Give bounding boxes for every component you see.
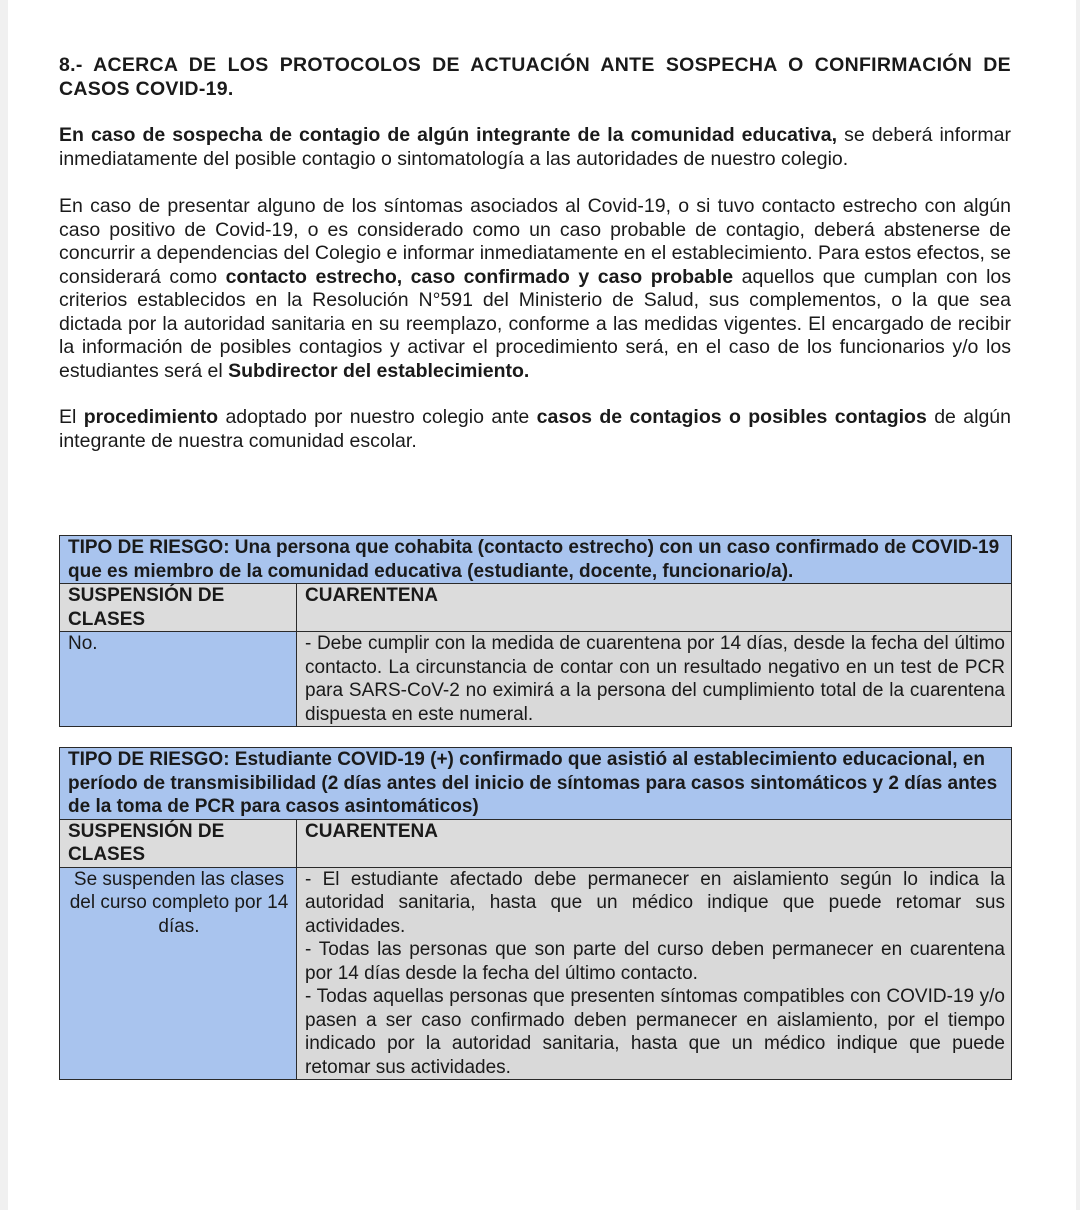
- paragraph-symptoms-bold-1: contacto estrecho, caso confirmado y caso probable: [225, 265, 734, 288]
- quarantine-cell: [297, 867, 1012, 1080]
- risk-table-header: TIPO DE RIESGO: Estudiante COVID-19 (+) confirmado que asistió al establecimiento educacional, en período de transmisibilidad (2 días antes del inicio de síntomas para casos sintomáticos y 2 días antes de la toma de PCR para casos asintomáticos): [60, 748, 1012, 820]
- suspension-value: Se suspenden las clases del curso completo por 14 días.: [60, 867, 297, 1080]
- paragraph-procedure-bold-2: casos de contagios o posibles contagios: [536, 406, 927, 428]
- risk-table-header: TIPO DE RIESGO: Una persona que cohabita (contacto estrecho) con un caso confirmado de COVID-19 que es miembro de la comunidad educativa (estudiante, docente, funcionario/a).: [60, 536, 1012, 584]
- document-body: [59, 54, 1011, 453]
- paragraph-suspicion-bold: En caso de sospecha de contagio de algún integrante de la comunidad educativa,: [59, 124, 838, 146]
- quarantine-item: - Todas las personas que son parte del curso deben permanecer en cuarentena por 14 días desde la fecha del último contacto.: [305, 939, 1005, 984]
- suspension-value: No.: [60, 632, 297, 727]
- column-header-quarantine: CUARENTENA: [297, 584, 1012, 632]
- paragraph-procedure-text-2: adoptado por nuestro colegio ante: [218, 406, 537, 428]
- column-header-quarantine: CUARENTENA: [297, 819, 1012, 867]
- paragraph-suspicion-text: se deberá informar inmediatamente del posible contagio o sintomatología a las autoridades de nuestro colegio.: [59, 124, 1011, 170]
- paragraph-symptoms-text-2: aquellos que cumplan con los criterios establecidos en la Resolución N°591 del Ministerio de Salud, sus complementos, o la que sea dictada por la autoridad sanitaria en su reemplazo, conforme a las medidas vigentes. El encargado de recibir la información de posibles contagios y activar el procedimiento será, en el caso de los funcionarios y/o los estudiantes será el: [59, 265, 1011, 382]
- paragraph-procedure-text-1: El: [59, 406, 84, 428]
- paragraph-symptoms: [59, 195, 1011, 383]
- paragraph-procedure-text-3: de algún integrante de nuestra comunidad escolar.: [59, 406, 1011, 452]
- column-header-suspension: SUSPENSIÓN DE CLASES: [60, 819, 297, 867]
- paragraph-symptoms-bold-2: Subdirector del establecimiento.: [228, 359, 530, 382]
- document-page: [8, 0, 1076, 1210]
- column-header-suspension: SUSPENSIÓN DE CLASES: [60, 584, 297, 632]
- quarantine-cell: [297, 632, 1012, 727]
- quarantine-item: - El estudiante afectado debe permanecer en aislamiento según lo indica la autoridad sanitaria, hasta que un médico indique que puede retomar sus actividades.: [305, 868, 1005, 937]
- paragraph-procedure-bold-1: procedimiento: [83, 406, 219, 428]
- quarantine-item: - Todas aquellas personas que presenten síntomas compatibles con COVID-19 y/o pasen a ser caso confirmado deben permanecer en aislamiento, por el tiempo indicado por la autoridad sanitaria, hasta que un médico indique que puede retomar sus actividades.: [305, 986, 1005, 1078]
- section-heading: 8.- ACERCA DE LOS PROTOCOLOS DE ACTUACIÓN ANTE SOSPECHA O CONFIRMACIÓN DE CASOS COVID-19.: [59, 54, 1011, 100]
- paragraph-symptoms-text-1: En caso de presentar alguno de los síntomas asociados al Covid-19, o si tuvo contacto estrecho con algún caso positivo de Covid-19, o es considerado como un caso probable de contagio, deberá abstenerse de concurrir a dependencias del Colegio e informar inmediatamente en el establecimiento. Para estos efectos, se considerará como: [59, 195, 1011, 288]
- paragraph-procedure: [59, 406, 1011, 453]
- risk-table-cohabitant: [59, 535, 1012, 727]
- risk-table-confirmed-student: [59, 747, 1012, 1080]
- quarantine-item: - Debe cumplir con la medida de cuarentena por 14 días, desde la fecha del último contacto. La circunstancia de contar con un resultado negativo en un test de PCR para SARS-CoV-2 no eximirá a la persona del cumplimiento total de la cuarentena dispuesta en este numeral.: [305, 633, 1005, 725]
- paragraph-suspicion: [59, 124, 1011, 171]
